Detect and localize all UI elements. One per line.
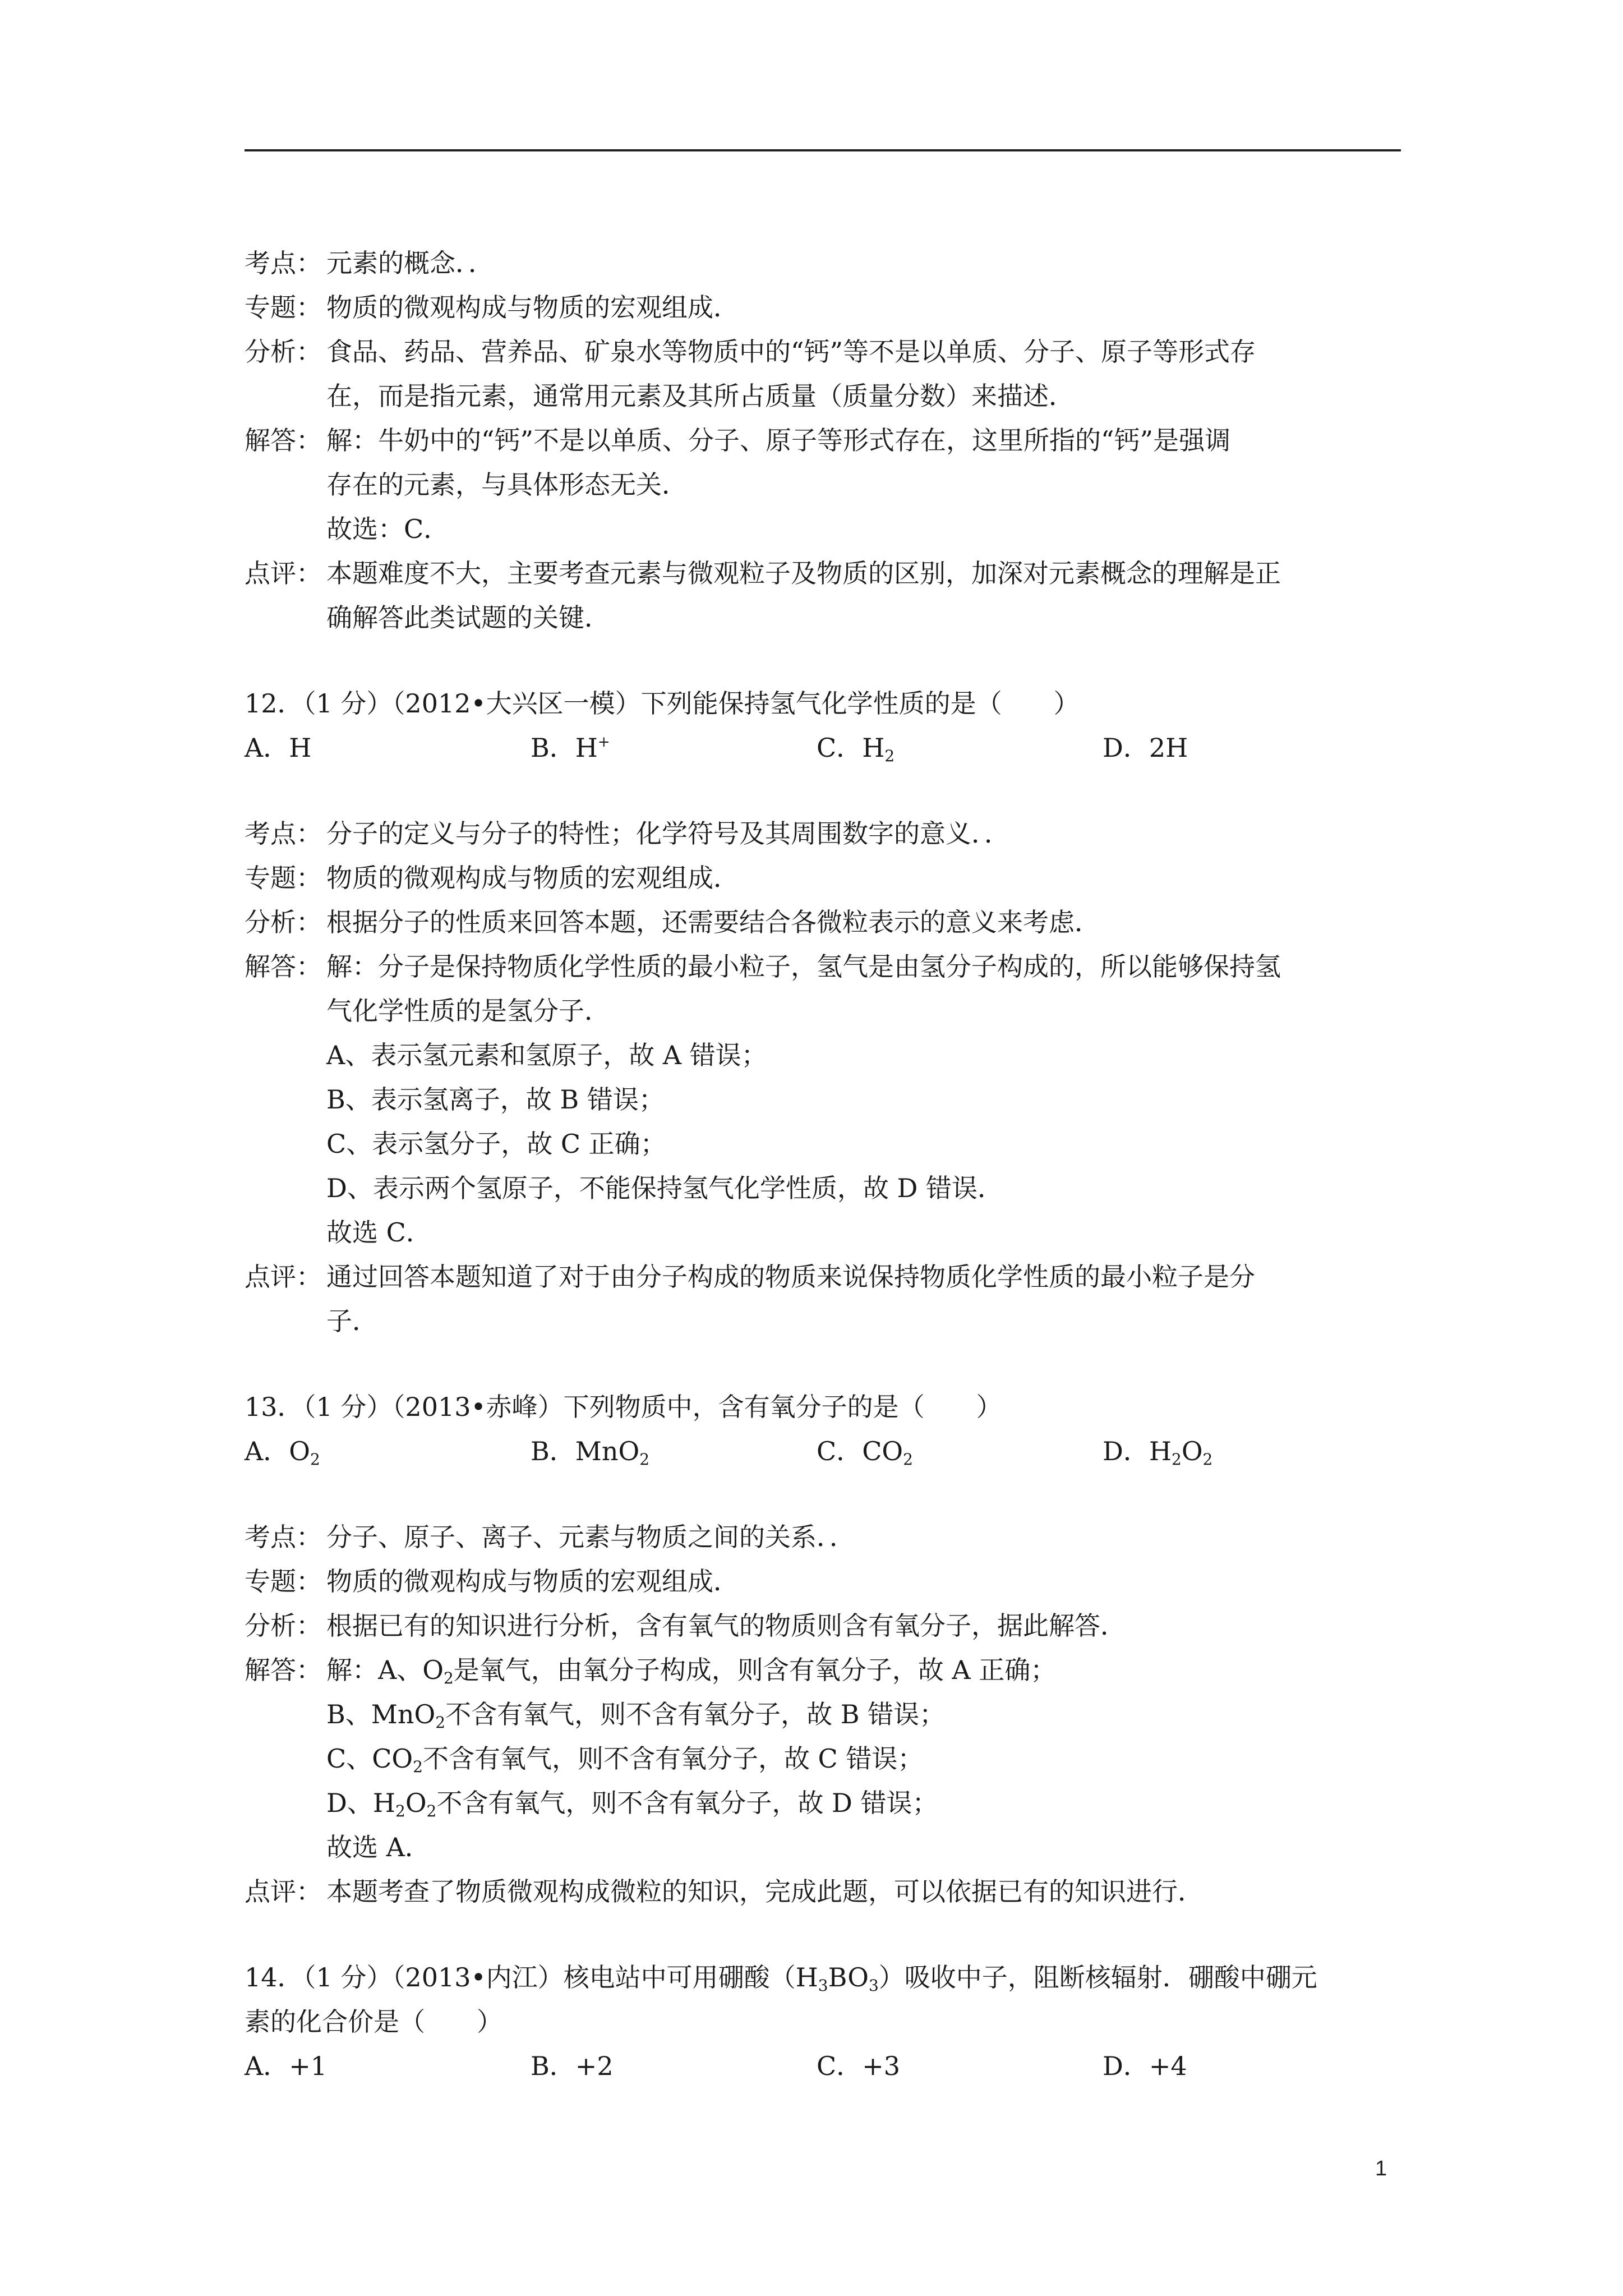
- kaodian-label: 考点：: [245, 1522, 322, 1552]
- q12-dianping: [245, 1255, 1411, 1299]
- q13-fenxi: [245, 1604, 1411, 1648]
- q11-dianping: [245, 551, 1411, 596]
- page-content: [245, 241, 1411, 2088]
- q13-options: [245, 1429, 1411, 1474]
- q12-kaodian: [245, 812, 1411, 856]
- dianping-label: 点评：: [245, 1262, 322, 1292]
- jieda-label: 解答：: [245, 425, 322, 455]
- q11-jieda-cont: 存在的元素，与具体形态无关．: [326, 470, 688, 500]
- q12-jieda: [245, 945, 1411, 989]
- jieda-label: 解答：: [245, 1655, 322, 1685]
- zhuanti-text: 物质的微观构成与物质的宏观组成．: [326, 863, 739, 893]
- fenxi-label: 分析：: [245, 1611, 322, 1641]
- kaodian-text: 分子的定义与分子的特性；化学符号及其周围数字的意义．．: [326, 818, 1010, 849]
- q12-jieda-line6: D、表示两个氢原子，不能保持氢气化学性质，故 D 错误．: [326, 1173, 1004, 1203]
- q11-kaodian: [245, 241, 1411, 286]
- q12-option-c: C．$H_2$: [817, 733, 895, 765]
- q14-option-b: B．+2: [531, 2051, 614, 2081]
- fenxi-text: 根据分子的性质来回答本题，还需要结合各微粒表示的意义来考虑．: [326, 907, 1100, 937]
- zhuanti-label: 专题：: [245, 292, 322, 323]
- q13-kaodian: [245, 1515, 1411, 1559]
- q11-zhuanti: [245, 286, 1411, 330]
- zhuanti-text: 物质的微观构成与物质的宏观组成．: [326, 292, 739, 323]
- jieda-text: 解：分子是保持物质化学性质的最小粒子，氢气是由氢分子构成的，所以能够保持氢: [326, 951, 1281, 982]
- q11-fenxi-cont: 在，而是指元素，通常用元素及其所占质量（质量分数）来描述．: [326, 381, 1075, 411]
- dianping-text: 本题难度不大，主要考查元素与微观粒子及物质的区别，加深对元素概念的理解是正: [326, 558, 1281, 588]
- q11-jieda: [245, 418, 1411, 463]
- q14-option-c: C．+3: [817, 2051, 901, 2081]
- q12-option-b: B．H+: [531, 733, 610, 763]
- q12-title: 12．（1 分）（2012•大兴区一模）下列能保持氢气化学性质的是（ ）: [245, 688, 1080, 719]
- dianping-label: 点评：: [245, 558, 322, 588]
- header-rule: [245, 149, 1401, 151]
- q13-jieda-line4: D、$H_2O_2$不含有氧气，则不含有氧分子，故 D 错误；: [326, 1788, 938, 1820]
- zhuanti-label: 专题：: [245, 863, 322, 893]
- dianping-label: 点评：: [245, 1876, 322, 1907]
- q14-options: [245, 2044, 1411, 2088]
- q11-fenxi: [245, 330, 1411, 374]
- kaodian-text: 元素的概念．．: [326, 248, 494, 278]
- q12-fenxi: [245, 900, 1411, 945]
- q12-jieda-answer: 故选 C．: [326, 1217, 432, 1248]
- q13-title: 13．（1 分）（2013•赤峰）下列物质中，含有氧分子的是（ ）: [245, 1392, 1002, 1422]
- q13-jieda-line2: B、MnO$_2$不含有氧气，则不含有氧分子，故 B 错误；: [326, 1699, 946, 1732]
- q12-option-d: D．2H: [1103, 733, 1188, 763]
- q12-zhuanti: [245, 856, 1411, 900]
- q11-dianping-cont: 确解答此类试题的关键．: [326, 602, 610, 633]
- zhuanti-label: 专题：: [245, 1566, 322, 1596]
- q13-zhuanti: [245, 1559, 1411, 1604]
- page-number: 1: [1375, 2157, 1387, 2180]
- q13-option-d: D．$H_2O_2$: [1103, 1436, 1213, 1469]
- fenxi-text: 食品、药品、营养品、矿泉水等物质中的“钙”等不是以单质、分子、原子等形式存: [326, 337, 1256, 367]
- q12-jieda-line3: A、表示氢元素和氢原子，故 A 错误；: [326, 1040, 767, 1070]
- q14-title: 14．（1 分）（2013•内江）核电站中可用硼酸$(H_3BO_3)$吸收中子，阻断核辐射．硼酸中硼元: [245, 1962, 1317, 1995]
- q13-jieda-answer: 故选 A．: [326, 1832, 431, 1862]
- q14-option-a: A．+1: [245, 2051, 328, 2081]
- q14-option-d: D．+4: [1103, 2051, 1187, 2081]
- q14-title-cont: 素的化合价是（ ）: [245, 2007, 502, 2037]
- q13-option-a: A．$O_2$: [245, 1436, 320, 1469]
- dianping-text: 本题考查了物质微观构成微粒的知识，完成此题，可以依据已有的知识进行．: [326, 1876, 1204, 1907]
- fenxi-label: 分析：: [245, 907, 322, 937]
- kaodian-label: 考点：: [245, 818, 322, 849]
- q12-jieda-line2: 气化学性质的是氢分子．: [326, 996, 610, 1026]
- kaodian-text: 分子、原子、离子、元素与物质之间的关系．．: [326, 1522, 855, 1552]
- fenxi-text: 根据已有的知识进行分析，含有氧气的物质则含有氧分子，据此解答．: [326, 1611, 1126, 1641]
- q13-dianping: [245, 1870, 1411, 1914]
- kaodian-label: 考点：: [245, 248, 322, 278]
- jieda-text: 解：牛奶中的“钙”不是以单质、分子、原子等形式存在，这里所指的“钙”是强调: [326, 425, 1231, 455]
- jieda-label: 解答：: [245, 951, 322, 982]
- q13-option-c: C．$CO_2$: [817, 1436, 913, 1469]
- q12-options: [245, 726, 1411, 770]
- dianping-text: 通过回答本题知道了对于由分子构成的物质来说保持物质化学性质的最小粒子是分: [326, 1262, 1255, 1292]
- q13-jieda-line3: C、$CO_2$不含有氧气，则不含有氧分子，故 C 错误；: [326, 1743, 924, 1776]
- fenxi-label: 分析：: [245, 337, 322, 367]
- q13-option-b: B．MnO$_2$: [531, 1436, 650, 1469]
- q12-jieda-line5: C、表示氢分子，故 C 正确；: [326, 1129, 666, 1159]
- zhuanti-text: 物质的微观构成与物质的宏观组成．: [326, 1566, 739, 1596]
- q12-option-a: A．H: [245, 733, 312, 763]
- q13-jieda: [245, 1648, 1411, 1692]
- jieda-text: 解：A、$O_2$是氧气，由氧分子构成，则含有氧分子，故 A 正确；: [326, 1655, 1057, 1687]
- q12-dianping-cont: 子．: [326, 1306, 378, 1336]
- q11-jieda-answer: 故选：C．: [326, 514, 450, 544]
- q12-jieda-line4: B、表示氢离子，故 B 错误；: [326, 1084, 665, 1115]
